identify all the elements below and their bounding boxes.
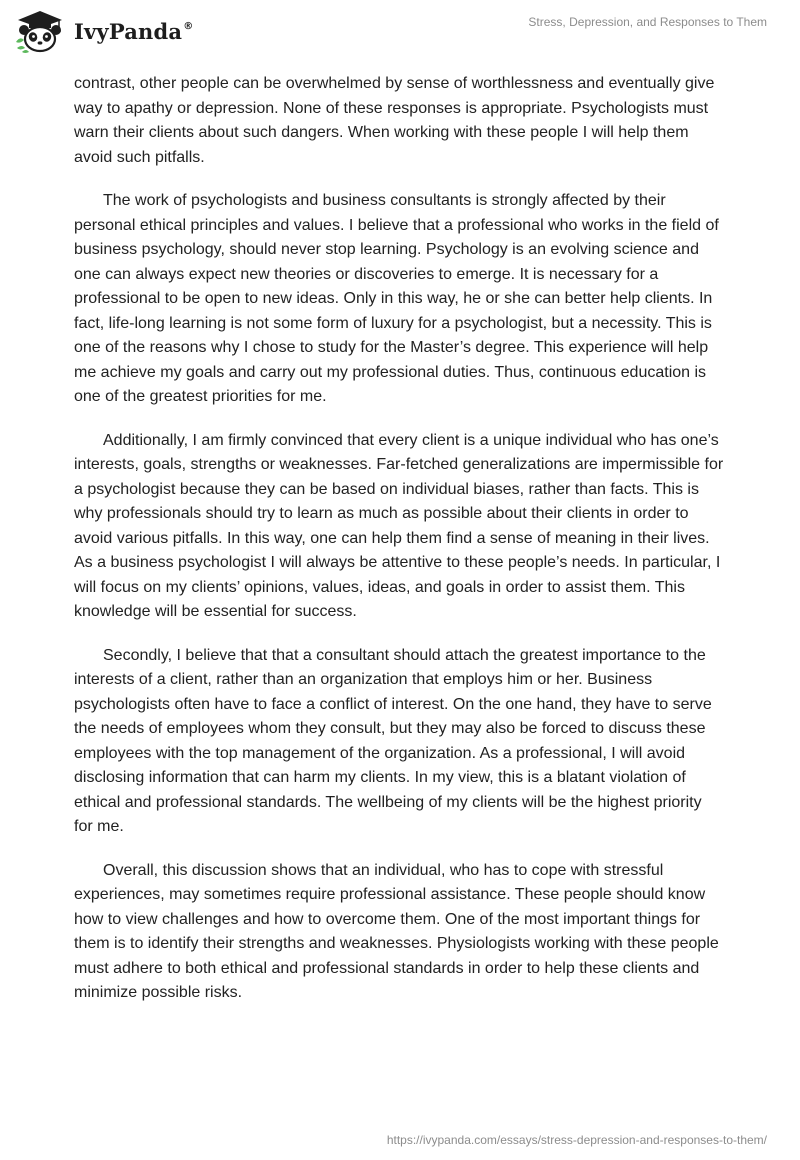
paragraph-2: The work of psychologists and business consultants is strongly affected by their personal ethical principles and values. I believe that a professional who works in the field of business psychology, should never stop learning. Psychology is an evolving science and one can always expect new theories or discoveries to emerge. It is necessary for a professional to be open to new ideas. Only in this way, he or she can better help clients. In fact, life-long learning is not some form of luxury for a psychologist, but a necessity. This is one of the reasons why I chose to study for the Master’s degree. This experience will help me achieve my goals and carry out my professional duties. Thus, continuous education is one of the greatest priorities for me. — [74, 192, 719, 405]
document-title: Stress, Depression, and Responses to Them — [528, 15, 767, 29]
paragraph-5: Overall, this discussion shows that an individual, who has to cope with stressful experiences, may sometimes require professional assistance. These people should know how to view challenges and how to overcome them. One of the most important things for them is to identify their strengths and weaknesses. Physiologists working with these people must adhere to both ethical and professional standards in order to help these clients and minimize possible risks. — [74, 861, 719, 1001]
ivypanda-logo[interactable] — [14, 8, 193, 54]
source-url-link[interactable]: https://ivypanda.com/essays/stress-depression-and-responses-to-them/ — [386, 1133, 767, 1147]
registered-mark: ® — [183, 20, 194, 32]
brand-name: IvyPanda® — [74, 18, 194, 44]
panda-graduate-icon — [14, 8, 68, 54]
paragraph-1: contrast, other people can be overwhelmed by sense of worthlessness and eventually give way to apathy or depression. None of these responses is appropriate. Psychologists must warn their clients about such dangers. When working with these people I will help them avoid such pitfalls. — [74, 75, 715, 166]
page-header — [0, 0, 800, 64]
essay-body — [74, 72, 724, 1025]
paragraph-3: Additionally, I am firmly convinced that every client is a unique individual who has one’s interests, goals, strengths or weaknesses. Far-fetched generalizations are impermissible for a psychologist because they can be based on individual biases, rather than facts. This is why professionals should try to learn as much as possible about their clients in order to avoid various pitfalls. In this way, one can help them find a sense of meaning in their lives. As a business psychologist I will always be attentive to these people’s needs. In particular, I will focus on my clients’ opinions, values, ideas, and goals in order to assist them. This knowledge will be essential for success. — [74, 431, 724, 620]
paragraph-4: Secondly, I believe that that a consultant should attach the greatest importance to the interests of a client, rather than an organization that employs him or her. Business psychologists often have to face a conflict of interest. On the one hand, they have to serve the needs of employees whom they consult, but they may also be forced to discuss these employees with the top management of the organization. As a professional, I will avoid disclosing information that can harm my clients. In my view, this is a blatant violation of ethical and professional standards. The wellbeing of my clients will be the highest priority for me. — [74, 646, 712, 835]
